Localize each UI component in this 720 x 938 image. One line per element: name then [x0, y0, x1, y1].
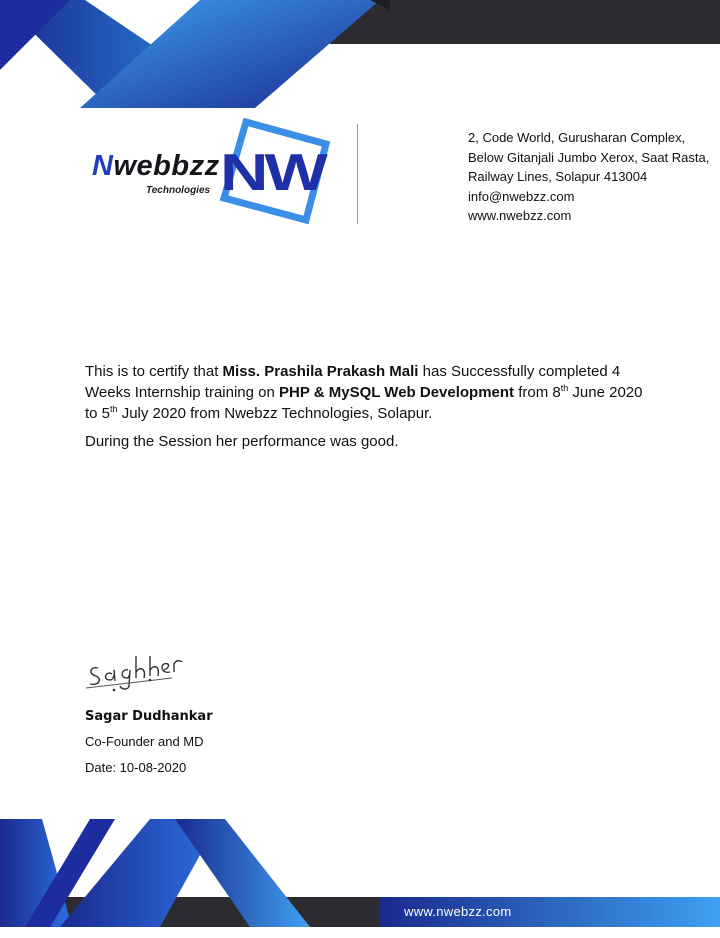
logo-first-letter: N [92, 150, 114, 182]
issue-date: Date: 10-08-2020 [85, 760, 187, 775]
header-divider [357, 124, 358, 224]
performance-remark: During the Session her performance was good. [85, 433, 399, 450]
address-line: 2, Code World, Gurusharan Complex, [468, 130, 686, 145]
website-link[interactable]: www.nwebzz.com [468, 208, 572, 220]
end-date-suffix: th [110, 404, 118, 414]
statement-prefix: This is to certify that [85, 363, 223, 380]
logo-monogram-text: NW [220, 144, 330, 202]
statement-end: July 2020 from Nwebzz Technologies, Solapur. [117, 405, 433, 422]
start-date-day: from 8 [514, 384, 561, 401]
company-logo-wordmark [92, 150, 220, 183]
candidate-name: Miss. Prashila Prakash Mali [222, 363, 419, 380]
handwritten-signature [84, 648, 184, 693]
nw-monogram-logo [214, 118, 332, 224]
address-line: Railway Lines, Solapur 413004 [468, 169, 648, 184]
email-link[interactable]: info@nwebzz.com [468, 188, 575, 204]
header-decoration [0, 0, 720, 110]
certificate-statement [85, 361, 645, 424]
course-name: PHP & MySQL Web Development [279, 384, 515, 401]
signer-role: Co-Founder and MD [85, 734, 204, 748]
end-date-lead: June 2020 to 5 [85, 384, 643, 422]
logo-tagline: Technologies [146, 185, 211, 196]
company-address [468, 128, 718, 220]
footer-decoration [0, 805, 720, 938]
start-date-suffix: th [560, 383, 569, 393]
certificate-body [85, 361, 645, 459]
address-line: Below Gitanjali Jumbo Xerox, Saat Rasta, [468, 149, 710, 165]
statement-mid: has Successfully completed 4 Weeks Internship training on [85, 363, 621, 401]
signer-name: Sagar Dudhankar [85, 709, 213, 724]
logo-rest: webbzz [113, 150, 220, 182]
footer-website[interactable]: www.nwebzz.com [404, 904, 512, 919]
